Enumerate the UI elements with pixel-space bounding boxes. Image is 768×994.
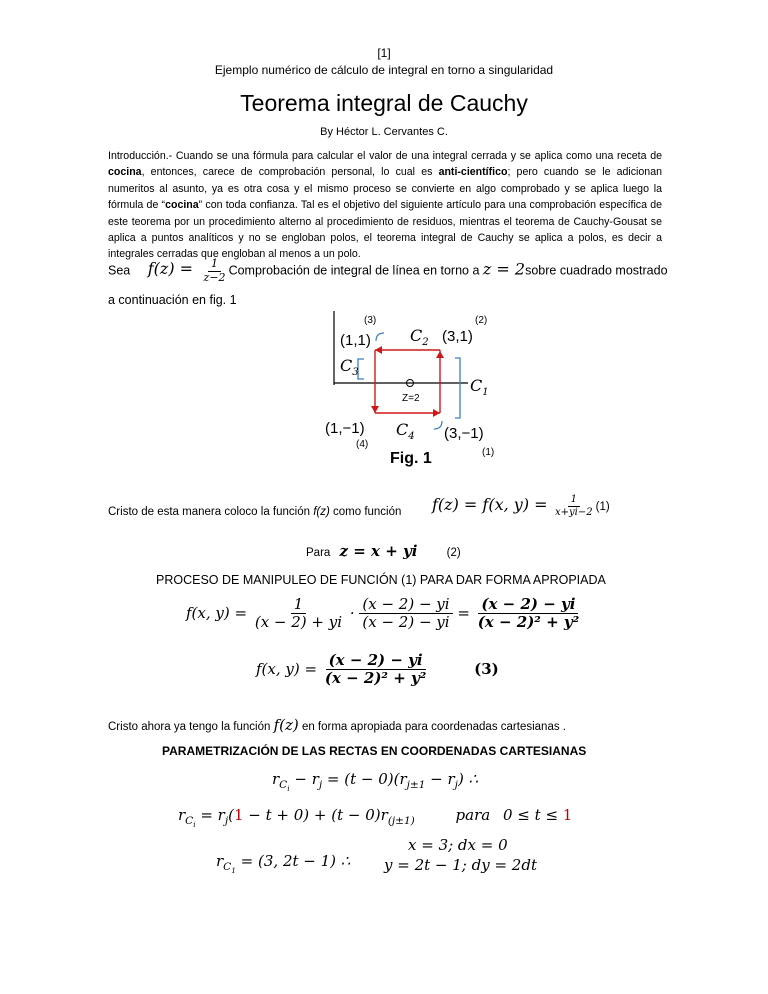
p2-para: para	[455, 806, 491, 824]
bracket-c1	[455, 358, 460, 418]
sea-line	[108, 258, 668, 284]
bracket-c3	[358, 359, 364, 379]
eqm-f3-num: (x − 2) − yi	[478, 596, 578, 614]
p1-r: r	[272, 770, 280, 788]
eqm-equals: =	[457, 603, 470, 622]
para-eq: z = x + yi	[339, 542, 418, 560]
sea-function-lhs: f(z) =	[147, 259, 194, 279]
author-line: By Héctor L. Cervantes C.	[320, 126, 448, 138]
eqm-f3-den: (x − 2)² + y²	[477, 613, 580, 632]
eqm-f2-den: (x − 2) − yi	[362, 613, 450, 632]
intro-text: , entonces, carece de comprobación personal, lo cual es	[141, 166, 439, 179]
cristo1-fz: f(z)	[313, 506, 330, 518]
eq1-den: x+yi−2	[555, 506, 593, 518]
eqm-frac1	[252, 596, 345, 632]
corner-3-neg1: (3,−1)	[444, 425, 484, 442]
p3-sub: C	[223, 861, 232, 873]
p1-jpm: j±1	[406, 779, 426, 791]
eqm-dot: ·	[349, 603, 355, 622]
contour-square	[371, 346, 444, 417]
eqm-frac2	[359, 596, 452, 632]
p2-j: j	[224, 815, 229, 827]
sea-fraction-den: z−2	[203, 270, 226, 284]
arrow-c1	[436, 351, 444, 358]
label-c3: $C_3$	[340, 356, 359, 378]
tag-2: (2)	[475, 315, 488, 326]
intro-bold-anti-cientifico: anti-científico	[438, 166, 508, 179]
bracket-bottom	[434, 421, 442, 429]
param-line-3	[216, 852, 350, 875]
heading-manipulation: PROCESO DE MANIPULEO DE FUNCIÓN (1) PARA DAR FORMA APROPIADA	[156, 573, 606, 587]
p1-minus-r: − r	[294, 770, 319, 788]
corner-1-neg1: (1,−1)	[325, 420, 365, 437]
bracket-top	[376, 333, 384, 341]
intro-bold-cocina: cocina	[165, 199, 199, 212]
intro-paragraph	[108, 148, 662, 263]
sea-label: Sea	[108, 263, 131, 278]
eqm-lhs: f(x, y) =	[186, 603, 248, 622]
p2-mid: − t + 0) + (t − 0)r	[243, 806, 388, 824]
param-line-1: $r_{C_i} - r_j = (t - 0)(r_{j\pm 1} - r_j)$ ∴	[272, 770, 479, 794]
p3-sub1: 1	[231, 866, 236, 876]
eq1-lhs: f(z) = f(x, y) =	[432, 495, 548, 515]
eqm-f1-den: (x − 2) + yi	[254, 613, 343, 632]
heading-parametrization: PARAMETRIZACIÓN DE LAS RECTAS EN COORDENADAS CARTESIANAS	[162, 744, 587, 758]
sea-text: Comprobación de integral de línea en torno a	[228, 263, 483, 278]
p1-mid: = (t − 0)(r	[322, 770, 407, 788]
eq1-fraction	[552, 494, 596, 518]
tag-3: (3)	[364, 315, 377, 326]
sea-line-cont: a continuación en fig. 1	[108, 293, 237, 307]
p2-range: 0 ≤ t ≤	[503, 806, 563, 824]
param-line-2: $r_{C_i} = r_j(1 - t + 0) + (t - 0)r_{(j\pm 1)}$ para 0 ≤ t ≤ 1	[178, 806, 573, 830]
cristo-line-1	[108, 506, 401, 518]
cristo2-fz: f(z)	[273, 716, 299, 734]
figure-caption: Fig. 1	[390, 450, 432, 467]
param-y-line: y = 2t − 1; dy = 2dt	[384, 856, 537, 874]
p2-range-one: 1	[562, 806, 573, 824]
intro-text: ” con toda confianza. Tal es el objetivo del siguiente artículo para una comprobación específica de este teorema por un procedimiento alterno al procedimiento de residuos, mientras el teorema de Cauchy-Gousat se aplica a puntos analíticos y no se engloban polos, el teorema integral de Cauchy se aplica a polos, es decir a integrales cerradas que engloban al menos a un polo.	[108, 199, 662, 261]
corner-3-1: (3,1)	[442, 328, 473, 345]
sea-fraction-num: 1	[208, 258, 221, 272]
eq3-frac	[322, 652, 429, 688]
intro-bold-cocina: cocina	[108, 166, 142, 179]
eqm-f2-num: (x − 2) − yi	[359, 596, 452, 614]
p3-r: r	[216, 852, 224, 870]
param-x-line: x = 3; dx = 0	[408, 836, 508, 854]
p2-eq: = r	[195, 806, 225, 824]
cristo2-text: Cristo ahora ya tengo la función	[108, 721, 274, 733]
cristo1-text: Cristo de esta manera coloco la función	[108, 506, 314, 518]
eq1	[432, 494, 610, 518]
p2-open: (	[228, 806, 234, 824]
label-c2: $C_2$	[410, 326, 429, 348]
arrow-c2	[375, 346, 382, 354]
eq3-num: (x − 2) − yi	[326, 652, 426, 670]
p3-eq: = (3, 2t − 1) ∴	[235, 852, 351, 870]
eq3-number: (3)	[474, 659, 499, 678]
figure-1	[320, 303, 520, 473]
eq1-number: (1)	[595, 501, 610, 514]
eqm-frac3	[475, 596, 582, 632]
sea-z-eq: z = 2	[482, 259, 526, 279]
p2-one: 1	[233, 806, 244, 824]
label-c1: $C_1$	[470, 376, 489, 398]
p1-close: ) ∴	[457, 770, 479, 788]
eqm-f1-num: 1	[291, 596, 307, 614]
eq3	[256, 652, 499, 688]
eq1-num: 1	[568, 494, 580, 507]
para-label: Para	[306, 547, 331, 559]
tag-1: (1)	[482, 447, 495, 458]
eq3-lhs: f(x, y) =	[256, 659, 318, 678]
cristo2-text2: en forma apropiada para coordenadas cartesianas .	[298, 721, 566, 733]
label-c4: $C_4$	[396, 420, 415, 442]
eq3-den: (x − 2)² + y²	[324, 669, 427, 688]
page-number: [1]	[377, 46, 391, 60]
p2-r: r	[178, 806, 186, 824]
eq-manipulation	[186, 596, 582, 632]
pole-label: Z=2	[402, 393, 420, 404]
intro-text: ; pero cuando se le adicionan numeritos al asunto, ya es otra cosa y el mismo proceso se convierte en algo comprobado y se aplica luego la fórmula de “	[108, 166, 662, 212]
p1-end: − r	[425, 770, 455, 788]
sea-text-2: sobre cuadrado mostrado	[525, 263, 668, 278]
tag-4: (4)	[356, 439, 369, 450]
cristo1-text2: como función	[329, 506, 402, 518]
p2-jpm: (j±1)	[387, 815, 415, 827]
intro-text: Introducción.- Cuando se una fórmula para calcular el valor de una integral cerrada y se aplica como una receta de	[108, 150, 662, 162]
sea-fraction	[201, 258, 229, 284]
para-eqno: (2)	[446, 547, 461, 559]
page-subtitle: Ejemplo numérico de cálculo de integral en torno a singularidad	[214, 63, 554, 77]
cristo-line-2	[108, 716, 566, 734]
para-line	[306, 542, 461, 560]
corner-1-1: (1,1)	[340, 332, 371, 349]
arrow-c4	[433, 409, 440, 417]
page-title: Teorema integral de Cauchy	[240, 90, 528, 116]
p1-j: j	[318, 779, 323, 791]
p1-j2: j	[454, 779, 458, 791]
arrow-c3	[371, 406, 379, 413]
